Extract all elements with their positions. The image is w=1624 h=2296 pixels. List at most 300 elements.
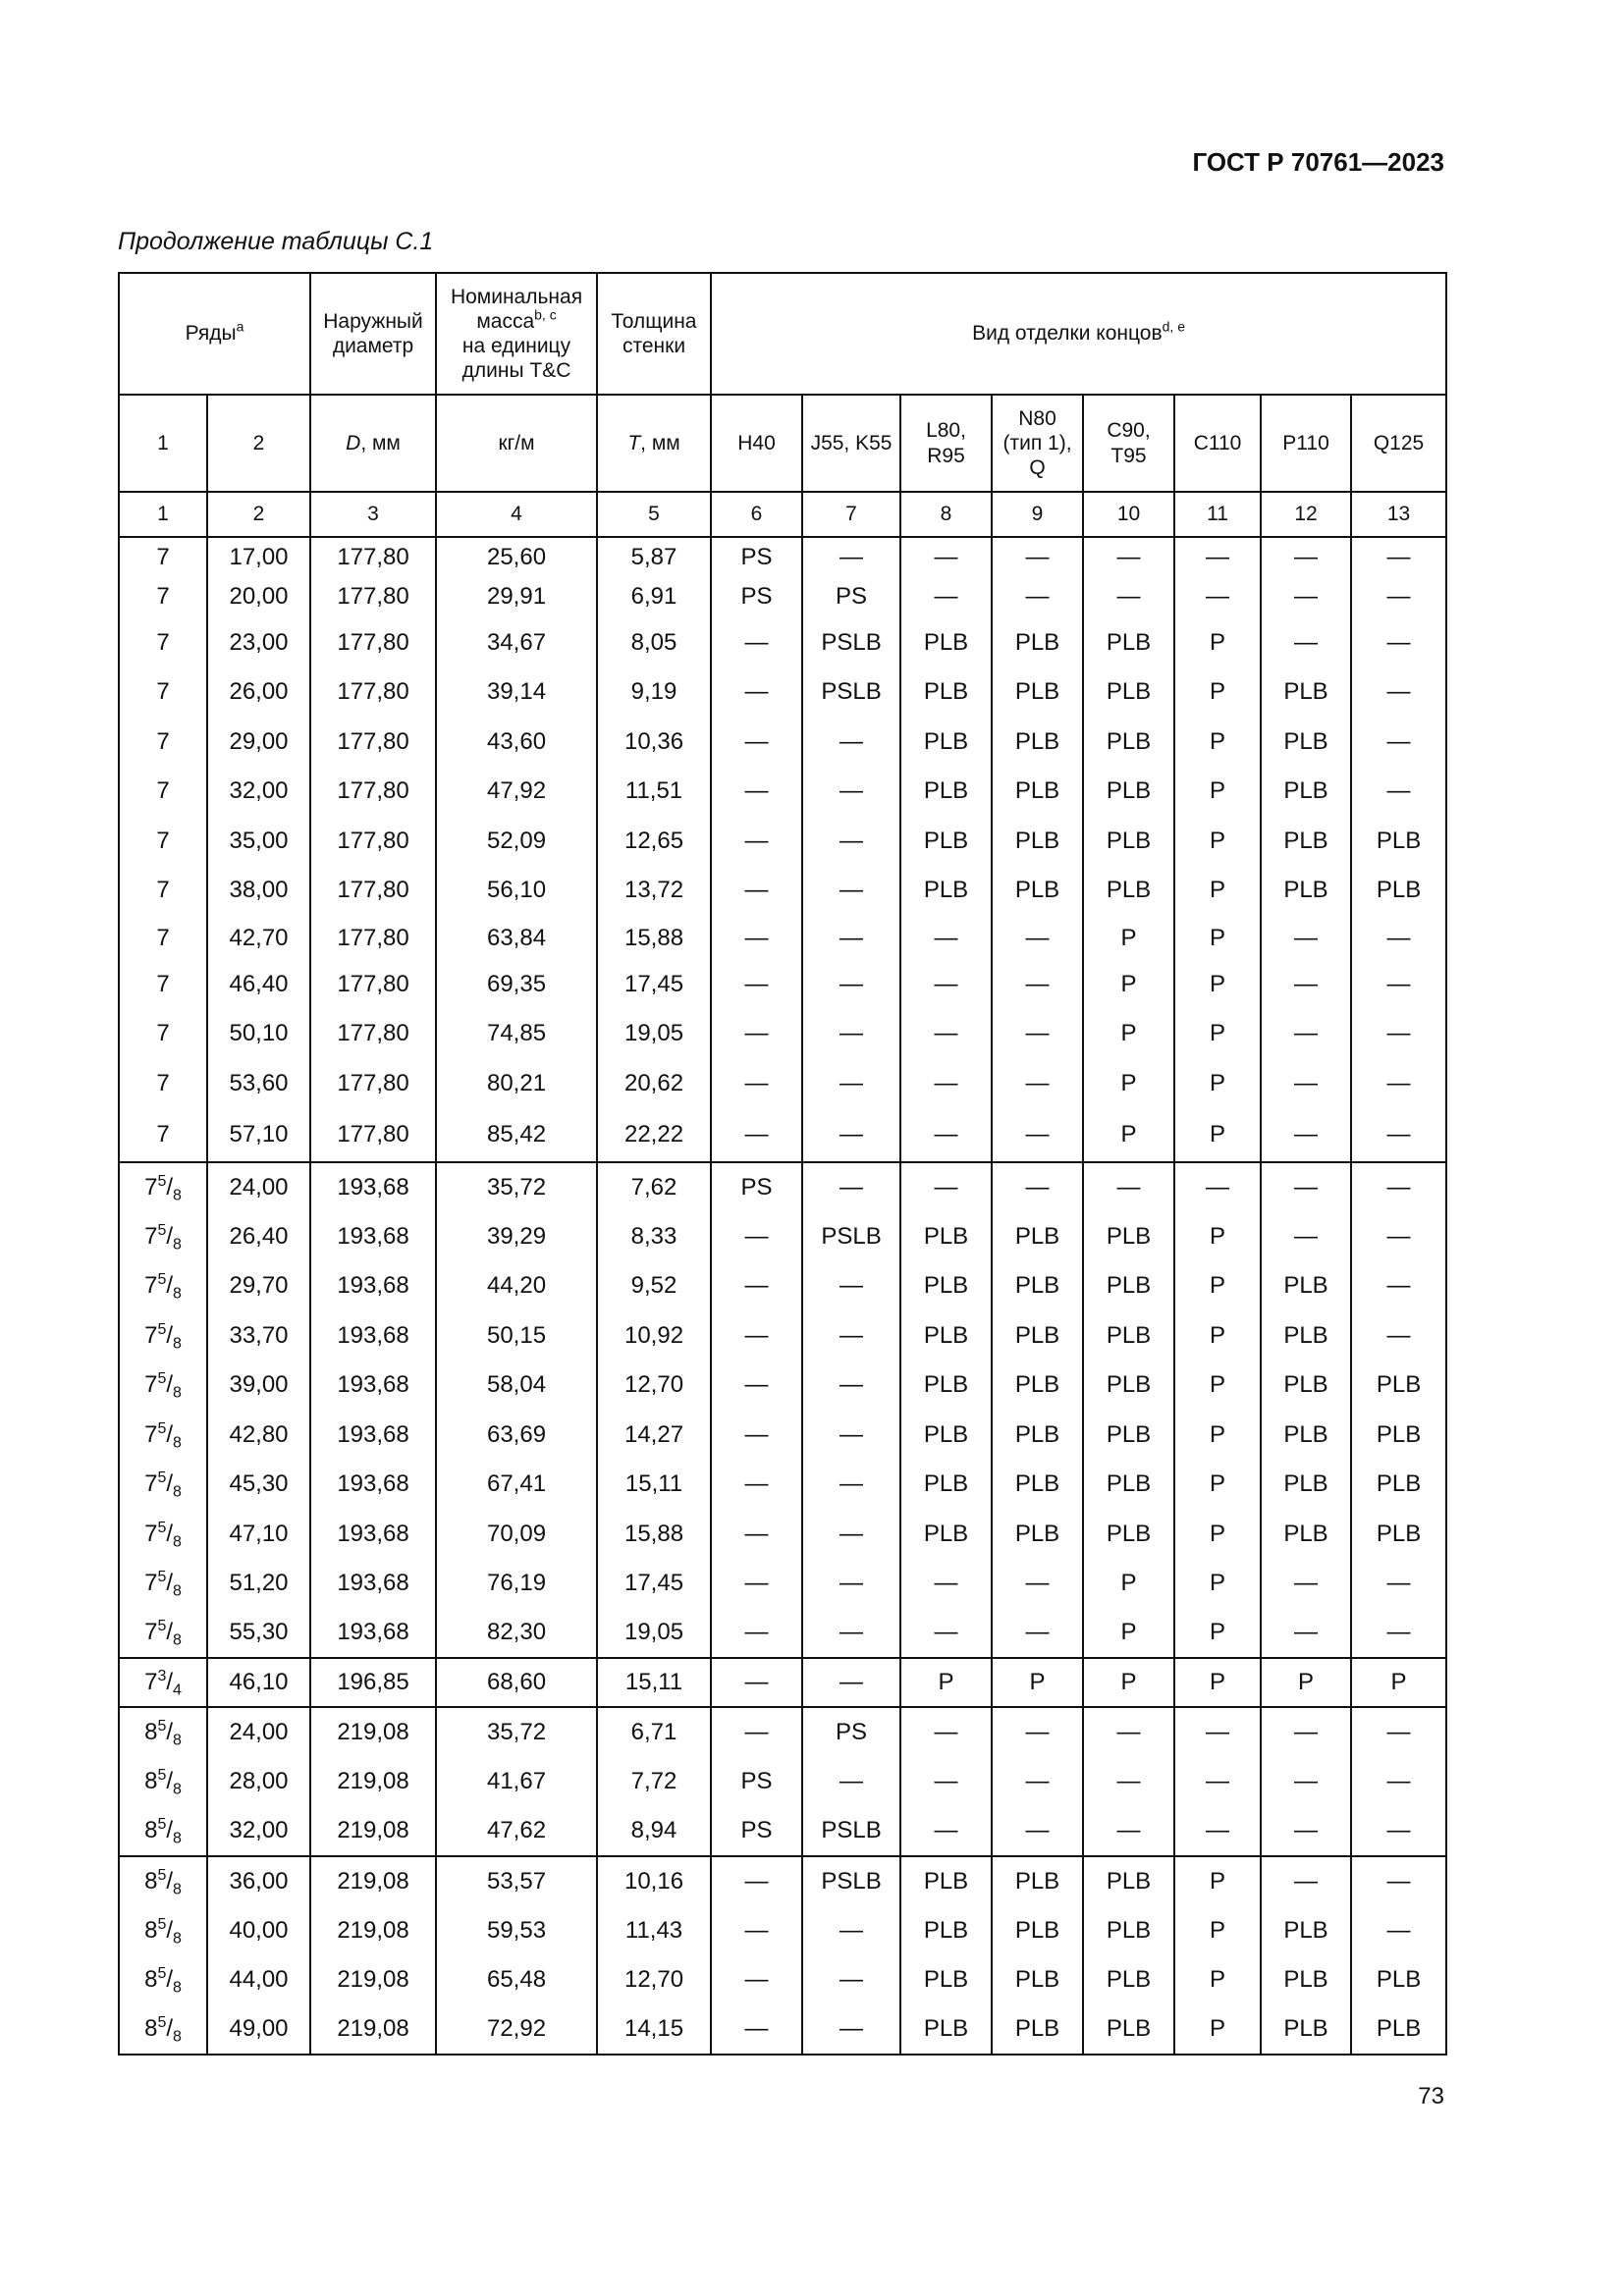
end-finish-cell: — (711, 1608, 802, 1658)
label-cell: 28,00 (207, 1757, 310, 1806)
column-number: 2 (207, 492, 310, 537)
wall-cell: 20,62 (597, 1058, 711, 1108)
end-finish-cell: PLB (992, 617, 1083, 667)
column-number: 13 (1351, 492, 1446, 537)
end-finish-cell: P (1174, 1955, 1261, 2004)
end-finish-cell: — (711, 1955, 802, 2004)
wall-cell: 14,27 (597, 1410, 711, 1460)
end-finish-cell: PLB (1083, 1310, 1174, 1361)
label-cell: 40,00 (207, 1905, 310, 1955)
end-finish-cell: PLB (992, 717, 1083, 767)
label-cell: 57,10 (207, 1108, 310, 1162)
wall-cell: 10,16 (597, 1856, 711, 1905)
end-finish-cell: — (992, 1707, 1083, 1757)
end-finish-cell: P (1083, 1008, 1174, 1058)
outer-diameter-cell: 193,68 (310, 1261, 436, 1310)
wall-cell: 10,92 (597, 1310, 711, 1361)
label-cell: 42,80 (207, 1410, 310, 1460)
end-finish-cell: — (992, 1108, 1083, 1162)
end-finish-cell: — (1261, 1108, 1351, 1162)
end-finish-cell: — (802, 1058, 900, 1108)
table-row (119, 1707, 1446, 1757)
table-row (119, 915, 1446, 961)
label-cell: 32,00 (207, 767, 310, 816)
end-finish-cell: — (802, 767, 900, 816)
end-finish-cell: — (711, 915, 802, 961)
end-finish-cell: — (992, 1757, 1083, 1806)
end-finish-cell: — (1351, 717, 1446, 767)
end-finish-cell: P (1174, 866, 1261, 915)
end-finish-cell: — (1261, 617, 1351, 667)
end-finish-cell: PSLB (802, 667, 900, 717)
label-cell: 26,40 (207, 1211, 310, 1261)
size-cell: 7 (119, 667, 207, 717)
wall-cell: 15,11 (597, 1460, 711, 1509)
end-finish-cell: PLB (1261, 1410, 1351, 1460)
label-cell: 29,00 (207, 717, 310, 767)
wall-cell: 19,05 (597, 1608, 711, 1658)
table-row (119, 1261, 1446, 1310)
mass-cell: 68,60 (436, 1658, 597, 1707)
end-finish-cell: — (802, 2004, 900, 2055)
end-finish-cell: P (1083, 915, 1174, 961)
end-finish-cell: PLB (1261, 767, 1351, 816)
table-row (119, 1460, 1446, 1509)
end-finish-cell: PLB (900, 1410, 992, 1460)
end-finish-cell: — (1261, 1608, 1351, 1658)
end-finish-cell: PLB (1351, 1460, 1446, 1509)
mass-cell: 82,30 (436, 1608, 597, 1658)
end-finish-cell: PLB (1351, 1410, 1446, 1460)
end-finish-cell: P (1174, 1608, 1261, 1658)
end-finish-cell: P (1174, 1261, 1261, 1310)
table-row (119, 1410, 1446, 1460)
mass-cell: 29,91 (436, 576, 597, 617)
end-finish-cell: — (900, 915, 992, 961)
end-finish-cell: PLB (1351, 1955, 1446, 2004)
wall-cell: 9,19 (597, 667, 711, 717)
end-finish-cell: — (900, 1757, 992, 1806)
mass-cell: 53,57 (436, 1856, 597, 1905)
outer-diameter-cell: 177,80 (310, 1058, 436, 1108)
end-finish-cell: PLB (1083, 1211, 1174, 1261)
end-finish-cell: — (711, 1905, 802, 1955)
header-t-unit: T, мм (597, 395, 711, 492)
mass-cell: 76,19 (436, 1559, 597, 1608)
pipe-table (118, 272, 1447, 2056)
outer-diameter-cell: 177,80 (310, 1008, 436, 1058)
end-finish-cell: — (711, 1856, 802, 1905)
outer-diameter-cell: 219,08 (310, 1757, 436, 1806)
end-finish-cell: — (1351, 767, 1446, 816)
end-finish-cell: — (1351, 1261, 1446, 1310)
wall-cell: 15,88 (597, 915, 711, 961)
end-finish-cell: — (1351, 1310, 1446, 1361)
label-cell: 39,00 (207, 1361, 310, 1410)
label-cell: 24,00 (207, 1707, 310, 1757)
end-finish-cell: — (802, 915, 900, 961)
end-finish-cell: — (900, 1559, 992, 1608)
outer-diameter-cell: 219,08 (310, 1905, 436, 1955)
table-row (119, 1905, 1446, 1955)
header-mass-unit: кг/м (436, 395, 597, 492)
end-finish-cell: — (711, 667, 802, 717)
header-d-unit: D, мм (310, 395, 436, 492)
end-finish-cell: — (1261, 1856, 1351, 1905)
size-cell: $7^3/_4$ (119, 1658, 207, 1707)
size-cell: $7^5/_8$ (119, 1608, 207, 1658)
end-finish-cell: — (711, 816, 802, 866)
label-cell: 47,10 (207, 1509, 310, 1559)
end-finish-cell: — (711, 1261, 802, 1310)
end-finish-cell: PLB (1351, 1361, 1446, 1410)
end-finish-cell: — (1351, 1008, 1446, 1058)
end-finish-cell: PS (802, 576, 900, 617)
end-finish-cell: P (1083, 961, 1174, 1008)
end-finish-cell: PSLB (802, 1856, 900, 1905)
end-finish-cell: — (1351, 1162, 1446, 1211)
end-finish-cell: PLB (900, 1905, 992, 1955)
end-finish-cell: — (1261, 1757, 1351, 1806)
size-cell: $8^5/_8$ (119, 1806, 207, 1856)
end-finish-cell: PLB (1261, 1310, 1351, 1361)
size-cell: $7^5/_8$ (119, 1460, 207, 1509)
end-finish-cell: P (1174, 717, 1261, 767)
outer-diameter-cell: 177,80 (310, 537, 436, 576)
label-cell: 46,40 (207, 961, 310, 1008)
size-cell: $7^5/_8$ (119, 1310, 207, 1361)
size-cell: 7 (119, 537, 207, 576)
end-finish-cell: P (1174, 915, 1261, 961)
end-finish-cell: — (802, 1008, 900, 1058)
end-finish-cell: P (1174, 617, 1261, 667)
end-finish-cell: — (711, 1310, 802, 1361)
table-row (119, 866, 1446, 915)
end-finish-cell: — (711, 1658, 802, 1707)
end-finish-cell: PLB (900, 866, 992, 915)
end-finish-cell: PLB (1261, 816, 1351, 866)
header-wall: Толщина стенки (597, 273, 711, 395)
end-finish-cell: PLB (1083, 1955, 1174, 2004)
end-finish-cell: PLB (992, 816, 1083, 866)
end-finish-cell: — (992, 576, 1083, 617)
end-finish-cell: — (1351, 1608, 1446, 1658)
label-cell: 46,10 (207, 1658, 310, 1707)
end-finish-cell: — (992, 915, 1083, 961)
end-finish-cell: PLB (900, 2004, 992, 2055)
wall-cell: 15,11 (597, 1658, 711, 1707)
label-cell: 50,10 (207, 1008, 310, 1058)
end-finish-cell: — (711, 717, 802, 767)
end-finish-cell: — (992, 961, 1083, 1008)
end-finish-cell: P (1174, 1410, 1261, 1460)
mass-cell: 43,60 (436, 717, 597, 767)
end-finish-cell: PLB (992, 866, 1083, 915)
outer-diameter-cell: 193,68 (310, 1211, 436, 1261)
end-finish-cell: PLB (900, 717, 992, 767)
header-grade: L80, R95 (900, 395, 992, 492)
page-number: 73 (1418, 2083, 1444, 2109)
end-finish-cell: — (900, 961, 992, 1008)
label-cell: 23,00 (207, 617, 310, 667)
size-cell: 7 (119, 961, 207, 1008)
label-cell: 51,20 (207, 1559, 310, 1608)
end-finish-cell: PLB (1083, 866, 1174, 915)
label-cell: 32,00 (207, 1806, 310, 1856)
end-finish-cell: PLB (1261, 1361, 1351, 1410)
column-number: 4 (436, 492, 597, 537)
header-end-finish: Вид отделки концов$^{d, e}$ (711, 273, 1446, 395)
end-finish-cell: PSLB (802, 1806, 900, 1856)
outer-diameter-cell: 219,08 (310, 2004, 436, 2055)
end-finish-cell: PLB (1261, 1460, 1351, 1509)
outer-diameter-cell: 193,68 (310, 1361, 436, 1410)
end-finish-cell: — (900, 1707, 992, 1757)
end-finish-cell: P (1261, 1658, 1351, 1707)
wall-cell: 13,72 (597, 866, 711, 915)
mass-cell: 52,09 (436, 816, 597, 866)
end-finish-cell: — (1351, 1058, 1446, 1108)
end-finish-cell: — (1351, 1806, 1446, 1856)
end-finish-cell: — (1083, 1162, 1174, 1211)
table-row (119, 1559, 1446, 1608)
end-finish-cell: PLB (900, 767, 992, 816)
label-cell: 33,70 (207, 1310, 310, 1361)
end-finish-cell: PLB (1083, 1410, 1174, 1460)
label-cell: 24,00 (207, 1162, 310, 1211)
end-finish-cell: — (1083, 1757, 1174, 1806)
end-finish-cell: P (1174, 667, 1261, 717)
end-finish-cell: PLB (992, 2004, 1083, 2055)
end-finish-cell: P (1083, 1559, 1174, 1608)
end-finish-cell: — (1261, 1806, 1351, 1856)
wall-cell: 22,22 (597, 1108, 711, 1162)
end-finish-cell: — (711, 1460, 802, 1509)
size-cell: $8^5/_8$ (119, 1856, 207, 1905)
mass-cell: 39,14 (436, 667, 597, 717)
wall-cell: 5,87 (597, 537, 711, 576)
outer-diameter-cell: 177,80 (310, 866, 436, 915)
column-number: 5 (597, 492, 711, 537)
outer-diameter-cell: 177,80 (310, 576, 436, 617)
size-cell: $8^5/_8$ (119, 1757, 207, 1806)
end-finish-cell: — (711, 961, 802, 1008)
table-caption: Продолжение таблицы С.1 (118, 228, 434, 255)
end-finish-cell: PS (711, 1162, 802, 1211)
column-number: 7 (802, 492, 900, 537)
header-grade: C90, T95 (1083, 395, 1174, 492)
header-mass: Номинальная масса$^{b, c}$ на единицу длины T&C (436, 273, 597, 395)
end-finish-cell: — (802, 1757, 900, 1806)
end-finish-cell: PSLB (802, 1211, 900, 1261)
end-finish-cell: — (1174, 1162, 1261, 1211)
end-finish-cell: PLB (1083, 717, 1174, 767)
header-col2: 2 (207, 395, 310, 492)
mass-cell: 35,72 (436, 1162, 597, 1211)
column-number: 6 (711, 492, 802, 537)
end-finish-cell: PLB (900, 1361, 992, 1410)
end-finish-cell: P (992, 1658, 1083, 1707)
end-finish-cell: PLB (1083, 1460, 1174, 1509)
outer-diameter-cell: 193,68 (310, 1509, 436, 1559)
end-finish-cell: — (1261, 1008, 1351, 1058)
end-finish-cell: PLB (1261, 667, 1351, 717)
label-cell: 53,60 (207, 1058, 310, 1108)
end-finish-cell: PLB (1261, 2004, 1351, 2055)
end-finish-cell: PS (711, 576, 802, 617)
outer-diameter-cell: 177,80 (310, 767, 436, 816)
end-finish-cell: — (900, 1008, 992, 1058)
end-finish-cell: — (1261, 1707, 1351, 1757)
header-outer-diameter: Наружный диаметр (310, 273, 436, 395)
outer-diameter-cell: 193,68 (310, 1559, 436, 1608)
outer-diameter-cell: 219,08 (310, 1955, 436, 2004)
end-finish-cell: — (992, 1058, 1083, 1108)
table-row (119, 717, 1446, 767)
label-cell: 55,30 (207, 1608, 310, 1658)
outer-diameter-cell: 177,80 (310, 1108, 436, 1162)
end-finish-cell: — (1174, 537, 1261, 576)
mass-cell: 72,92 (436, 2004, 597, 2055)
end-finish-cell: PSLB (802, 617, 900, 667)
document-code: ГОСТ Р 70761—2023 (1192, 147, 1444, 177)
end-finish-cell: — (900, 1806, 992, 1856)
end-finish-cell: — (711, 1211, 802, 1261)
label-cell: 45,30 (207, 1460, 310, 1509)
end-finish-cell: — (1351, 537, 1446, 576)
end-finish-cell: PLB (900, 1261, 992, 1310)
wall-cell: 19,05 (597, 1008, 711, 1058)
end-finish-cell: — (1351, 915, 1446, 961)
end-finish-cell: — (711, 2004, 802, 2055)
end-finish-cell: PLB (900, 1509, 992, 1559)
column-number: 8 (900, 492, 992, 537)
table-row (119, 1608, 1446, 1658)
end-finish-cell: PLB (1083, 1509, 1174, 1559)
end-finish-cell: P (1351, 1658, 1446, 1707)
end-finish-cell: P (1174, 1856, 1261, 1905)
end-finish-cell: — (1351, 1108, 1446, 1162)
outer-diameter-cell: 193,68 (310, 1310, 436, 1361)
end-finish-cell: PLB (992, 1361, 1083, 1410)
end-finish-cell: PLB (1083, 667, 1174, 717)
end-finish-cell: PLB (992, 1261, 1083, 1310)
end-finish-cell: PS (711, 537, 802, 576)
end-finish-cell: — (1261, 1211, 1351, 1261)
end-finish-cell: PLB (1351, 2004, 1446, 2055)
end-finish-cell: — (802, 1955, 900, 2004)
column-number: 1 (119, 492, 207, 537)
end-finish-cell: P (1174, 1658, 1261, 1707)
end-finish-cell: PLB (992, 767, 1083, 816)
end-finish-cell: P (1083, 1108, 1174, 1162)
table-row (119, 767, 1446, 816)
end-finish-cell: PLB (992, 1509, 1083, 1559)
end-finish-cell: — (802, 1261, 900, 1310)
end-finish-cell: PLB (992, 1460, 1083, 1509)
end-finish-cell: P (1174, 961, 1261, 1008)
end-finish-cell: PLB (992, 1211, 1083, 1261)
end-finish-cell: — (711, 1559, 802, 1608)
table-row (119, 1955, 1446, 2004)
label-cell: 49,00 (207, 2004, 310, 2055)
size-cell: 7 (119, 767, 207, 816)
end-finish-cell: — (1351, 1559, 1446, 1608)
end-finish-cell: PLB (1083, 2004, 1174, 2055)
end-finish-cell: — (711, 1108, 802, 1162)
header-grade: J55, K55 (802, 395, 900, 492)
end-finish-cell: — (802, 1310, 900, 1361)
end-finish-cell: — (992, 1008, 1083, 1058)
wall-cell: 7,72 (597, 1757, 711, 1806)
size-cell: $7^5/_8$ (119, 1410, 207, 1460)
wall-cell: 8,33 (597, 1211, 711, 1261)
size-cell: $8^5/_8$ (119, 1707, 207, 1757)
table-row (119, 961, 1446, 1008)
end-finish-cell: — (802, 1162, 900, 1211)
outer-diameter-cell: 177,80 (310, 667, 436, 717)
table-row (119, 816, 1446, 866)
mass-cell: 58,04 (436, 1361, 597, 1410)
end-finish-cell: PLB (900, 617, 992, 667)
table-row (119, 1310, 1446, 1361)
outer-diameter-cell: 177,80 (310, 617, 436, 667)
end-finish-cell: PLB (1351, 1509, 1446, 1559)
mass-cell: 85,42 (436, 1108, 597, 1162)
end-finish-cell: — (711, 1361, 802, 1410)
end-finish-cell: — (711, 1410, 802, 1460)
end-finish-cell: P (1174, 1108, 1261, 1162)
end-finish-cell: — (802, 1108, 900, 1162)
wall-cell: 14,15 (597, 2004, 711, 2055)
label-cell: 44,00 (207, 1955, 310, 2004)
end-finish-cell: — (802, 866, 900, 915)
end-finish-cell: — (992, 537, 1083, 576)
end-finish-cell: — (900, 537, 992, 576)
end-finish-cell: PLB (900, 1211, 992, 1261)
wall-cell: 17,45 (597, 1559, 711, 1608)
end-finish-cell: P (1174, 1559, 1261, 1608)
size-cell: $8^5/_8$ (119, 1955, 207, 2004)
table-row (119, 1361, 1446, 1410)
end-finish-cell: P (1174, 2004, 1261, 2055)
end-finish-cell: — (900, 1058, 992, 1108)
mass-cell: 34,67 (436, 617, 597, 667)
mass-cell: 47,62 (436, 1806, 597, 1856)
table-row (119, 1856, 1446, 1905)
end-finish-cell: PLB (992, 1856, 1083, 1905)
outer-diameter-cell: 177,80 (310, 717, 436, 767)
table-row (119, 667, 1446, 717)
end-finish-cell: PLB (1261, 1955, 1351, 2004)
end-finish-cell: — (802, 961, 900, 1008)
label-cell: 35,00 (207, 816, 310, 866)
wall-cell: 6,71 (597, 1707, 711, 1757)
mass-cell: 25,60 (436, 537, 597, 576)
end-finish-cell: — (1083, 576, 1174, 617)
end-finish-cell: — (1174, 1806, 1261, 1856)
end-finish-cell: PLB (992, 667, 1083, 717)
end-finish-cell: — (802, 1905, 900, 1955)
end-finish-cell: — (1351, 667, 1446, 717)
wall-cell: 11,43 (597, 1905, 711, 1955)
wall-cell: 11,51 (597, 767, 711, 816)
end-finish-cell: — (1261, 537, 1351, 576)
column-number: 10 (1083, 492, 1174, 537)
end-finish-cell: P (1174, 1211, 1261, 1261)
end-finish-cell: P (1174, 1058, 1261, 1108)
table-row (119, 1058, 1446, 1108)
